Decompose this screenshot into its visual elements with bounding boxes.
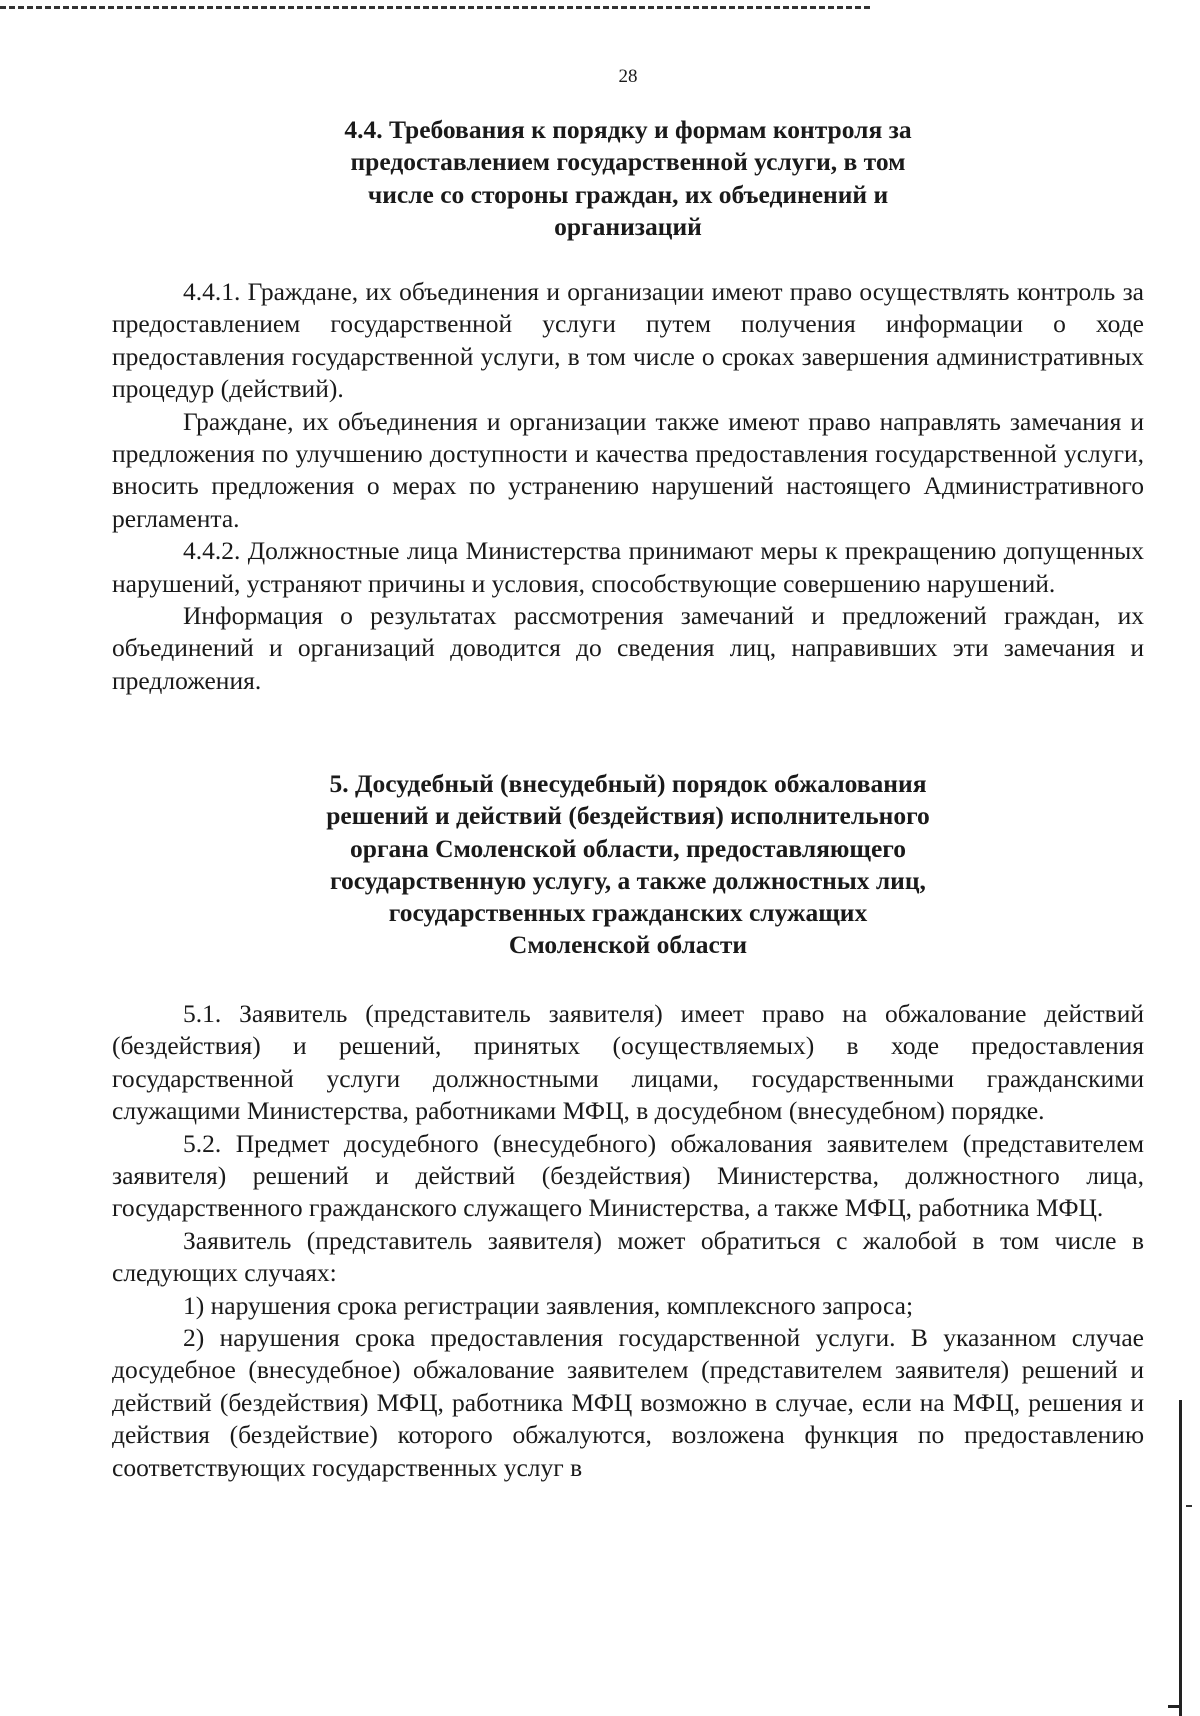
scan-artifact-right-edge-foot: [1168, 1705, 1182, 1708]
paragraph-4-4-1: 4.4.1. Граждане, их объединения и организации имеют право осуществлять контроль за предоставлением государственной услуги путем получения информации о ходе предоставления государственной услуги, в том числе о сроках завершения административных процедур (действий).: [112, 277, 1144, 404]
scan-artifact-dash: [1186, 1505, 1192, 1507]
section-body-5: [112, 998, 1144, 1484]
heading-line: организаций: [554, 211, 702, 241]
scan-artifact-top-line: [0, 6, 870, 9]
page-number: 28: [618, 66, 638, 87]
list-item-1: 1) нарушения срока регистрации заявления, комплексного запроса;: [183, 1290, 914, 1320]
paragraph-review-results: Информация о результатах рассмотрения замечаний и предложений граждан, их объединений и организаций доводится до сведения лиц, направивших эти замечания и предложения.: [112, 601, 1144, 695]
paragraph-citizens-rights: Граждане, их объединения и организации также имеют право направлять замечания и предложения по улучшению доступности и качества предоставления государственной услуги, вносить предложения о мерах по устранению нарушений настоящего Административного регламента.: [112, 406, 1144, 533]
scan-artifact-right-edge: [1179, 1400, 1182, 1716]
heading-line: решений и действий (бездействия) исполнительного: [326, 801, 930, 831]
list-item-2: 2) нарушения срока предоставления государственной услуги. В указанном случае досудебное (внесудебное) обжалование заявителем (представителем заявителя) решений и действий (бездействия) МФЦ, работника МФЦ возможно в случае, если на МФЦ, решения и действия (бездействие) которого обжалуются, возложена функция по предоставлению соответствующих государственных услуг в: [112, 1323, 1144, 1482]
paragraph-complaint-cases: Заявитель (представитель заявителя) может обратиться с жалобой в том числе в следующих случаях:: [112, 1225, 1144, 1288]
paragraph-4-4-2: 4.4.2. Должностные лица Министерства принимают меры к прекращению допущенных нарушений, устраняют причины и условия, способствующие совершению нарушений.: [112, 536, 1144, 598]
heading-line: государственную услугу, а также должностных лиц,: [330, 865, 926, 895]
heading-line: предоставлением государственной услуги, в том: [350, 147, 906, 177]
section-body-4-4: [112, 276, 1144, 697]
heading-line: 4.4. Требования к порядку и формам контроля за: [344, 115, 912, 144]
heading-line: государственных гражданских служащих: [388, 898, 868, 928]
heading-line: 5. Досудебный (внесудебный) порядок обжалования: [329, 769, 927, 798]
heading-line: Смоленской области: [508, 930, 748, 960]
heading-line: органа Смоленской области, предоставляющего: [350, 833, 906, 863]
paragraph-5-2: 5.2. Предмет досудебного (внесудебного) обжалования заявителем (представителем заявителя) решений и действий (бездействия) Министерства, должностного лица, государственного гражданского служащего Министерства, а также МФЦ, работника МФЦ.: [112, 1128, 1144, 1223]
paragraph-5-1: 5.1. Заявитель (представитель заявителя) имеет право на обжалование действий (бездействия) и решений, принятых (осуществляемых) в ходе предоставления государственной услуги должностными лицами, государственными гражданскими служащими Министерства, работниками МФЦ, в досудебном (внесудебном) порядке.: [112, 999, 1144, 1126]
section-heading-5: [112, 768, 1144, 962]
section-heading-4-4: [112, 114, 1144, 243]
heading-line: числе со стороны граждан, их объединений и: [367, 179, 889, 209]
